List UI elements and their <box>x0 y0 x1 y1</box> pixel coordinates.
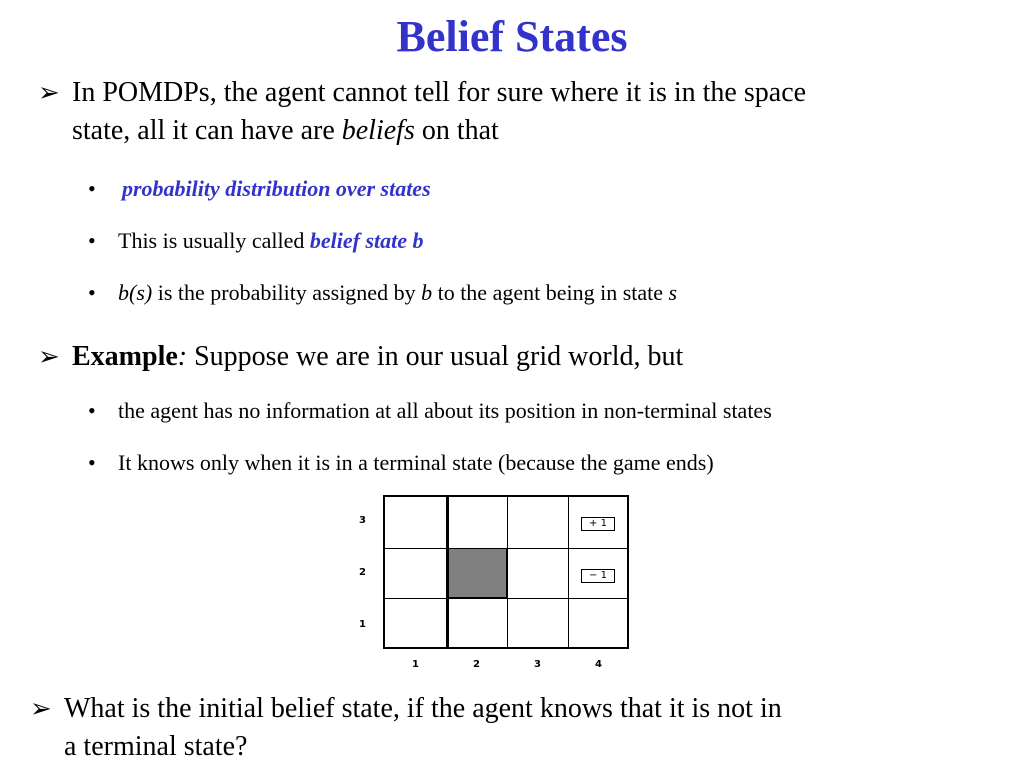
col-label: 1 <box>412 659 419 670</box>
beliefs-emphasis: beliefs <box>341 115 415 146</box>
text: This is usually called <box>118 228 310 253</box>
bullet-dot-icon: • <box>88 280 96 305</box>
bullet-example <box>72 338 683 376</box>
row-label: 2 <box>359 567 366 578</box>
bullet-question-line1: What is the initial belief state, if the agent knows that it is not in <box>64 693 782 724</box>
grid-line <box>568 497 569 647</box>
bullet-dot-icon: • <box>88 450 96 475</box>
bullet-question-line2: a terminal state? <box>64 731 248 762</box>
bullet-dot-icon: • <box>88 228 96 253</box>
s-emphasis: s <box>668 280 678 305</box>
grid-line <box>385 548 627 549</box>
col-label: 2 <box>473 659 480 670</box>
text: to the agent being in state <box>432 280 669 305</box>
grid-line <box>446 497 449 647</box>
bullet-pomdp-line1: In POMDPs, the agent cannot tell for sure where it is in the space <box>72 77 807 108</box>
bs-emphasis: b(s) <box>118 280 153 305</box>
b-emphasis: b <box>421 280 433 305</box>
grid-world <box>383 495 629 649</box>
sub-bs-probability <box>118 278 677 308</box>
terminal-plus-one: + 1 <box>581 517 615 531</box>
text: Suppose we are in our usual grid world, but <box>187 341 684 372</box>
arrow-bullet-icon: ➢ <box>38 78 60 107</box>
text: : <box>177 341 188 372</box>
sub-belief-state <box>118 226 424 256</box>
sub-probability-distribution: probability distribution over states <box>122 176 431 201</box>
sub-knows-terminal: It knows only when it is in a terminal state (because the game ends) <box>118 450 714 475</box>
bullet-dot-icon: • <box>88 176 96 201</box>
grid-line <box>507 497 508 647</box>
col-label: 3 <box>534 659 541 670</box>
terminal-minus-one: − 1 <box>581 569 615 583</box>
bullet-dot-icon: • <box>88 398 96 423</box>
text: on that <box>414 115 499 146</box>
arrow-bullet-icon: ➢ <box>30 694 52 723</box>
row-label: 1 <box>359 619 366 630</box>
grid-world-figure <box>345 495 645 675</box>
wall-cell <box>446 548 507 598</box>
row-label: 3 <box>359 515 366 526</box>
example-label: Example <box>72 341 178 372</box>
belief-state-emphasis: belief state b <box>309 228 424 253</box>
text: state, all it can have are <box>72 115 342 146</box>
bullet-pomdp-line2 <box>72 112 992 150</box>
bullet-pomdp <box>72 74 992 150</box>
arrow-bullet-icon: ➢ <box>38 342 60 371</box>
bullet-question <box>64 690 994 766</box>
grid-line <box>385 598 627 599</box>
text: is the probability assigned by <box>152 280 422 305</box>
col-label: 4 <box>595 659 602 670</box>
slide-title: Belief States <box>396 12 628 61</box>
sub-no-information: the agent has no information at all about its position in non-terminal states <box>118 398 772 423</box>
